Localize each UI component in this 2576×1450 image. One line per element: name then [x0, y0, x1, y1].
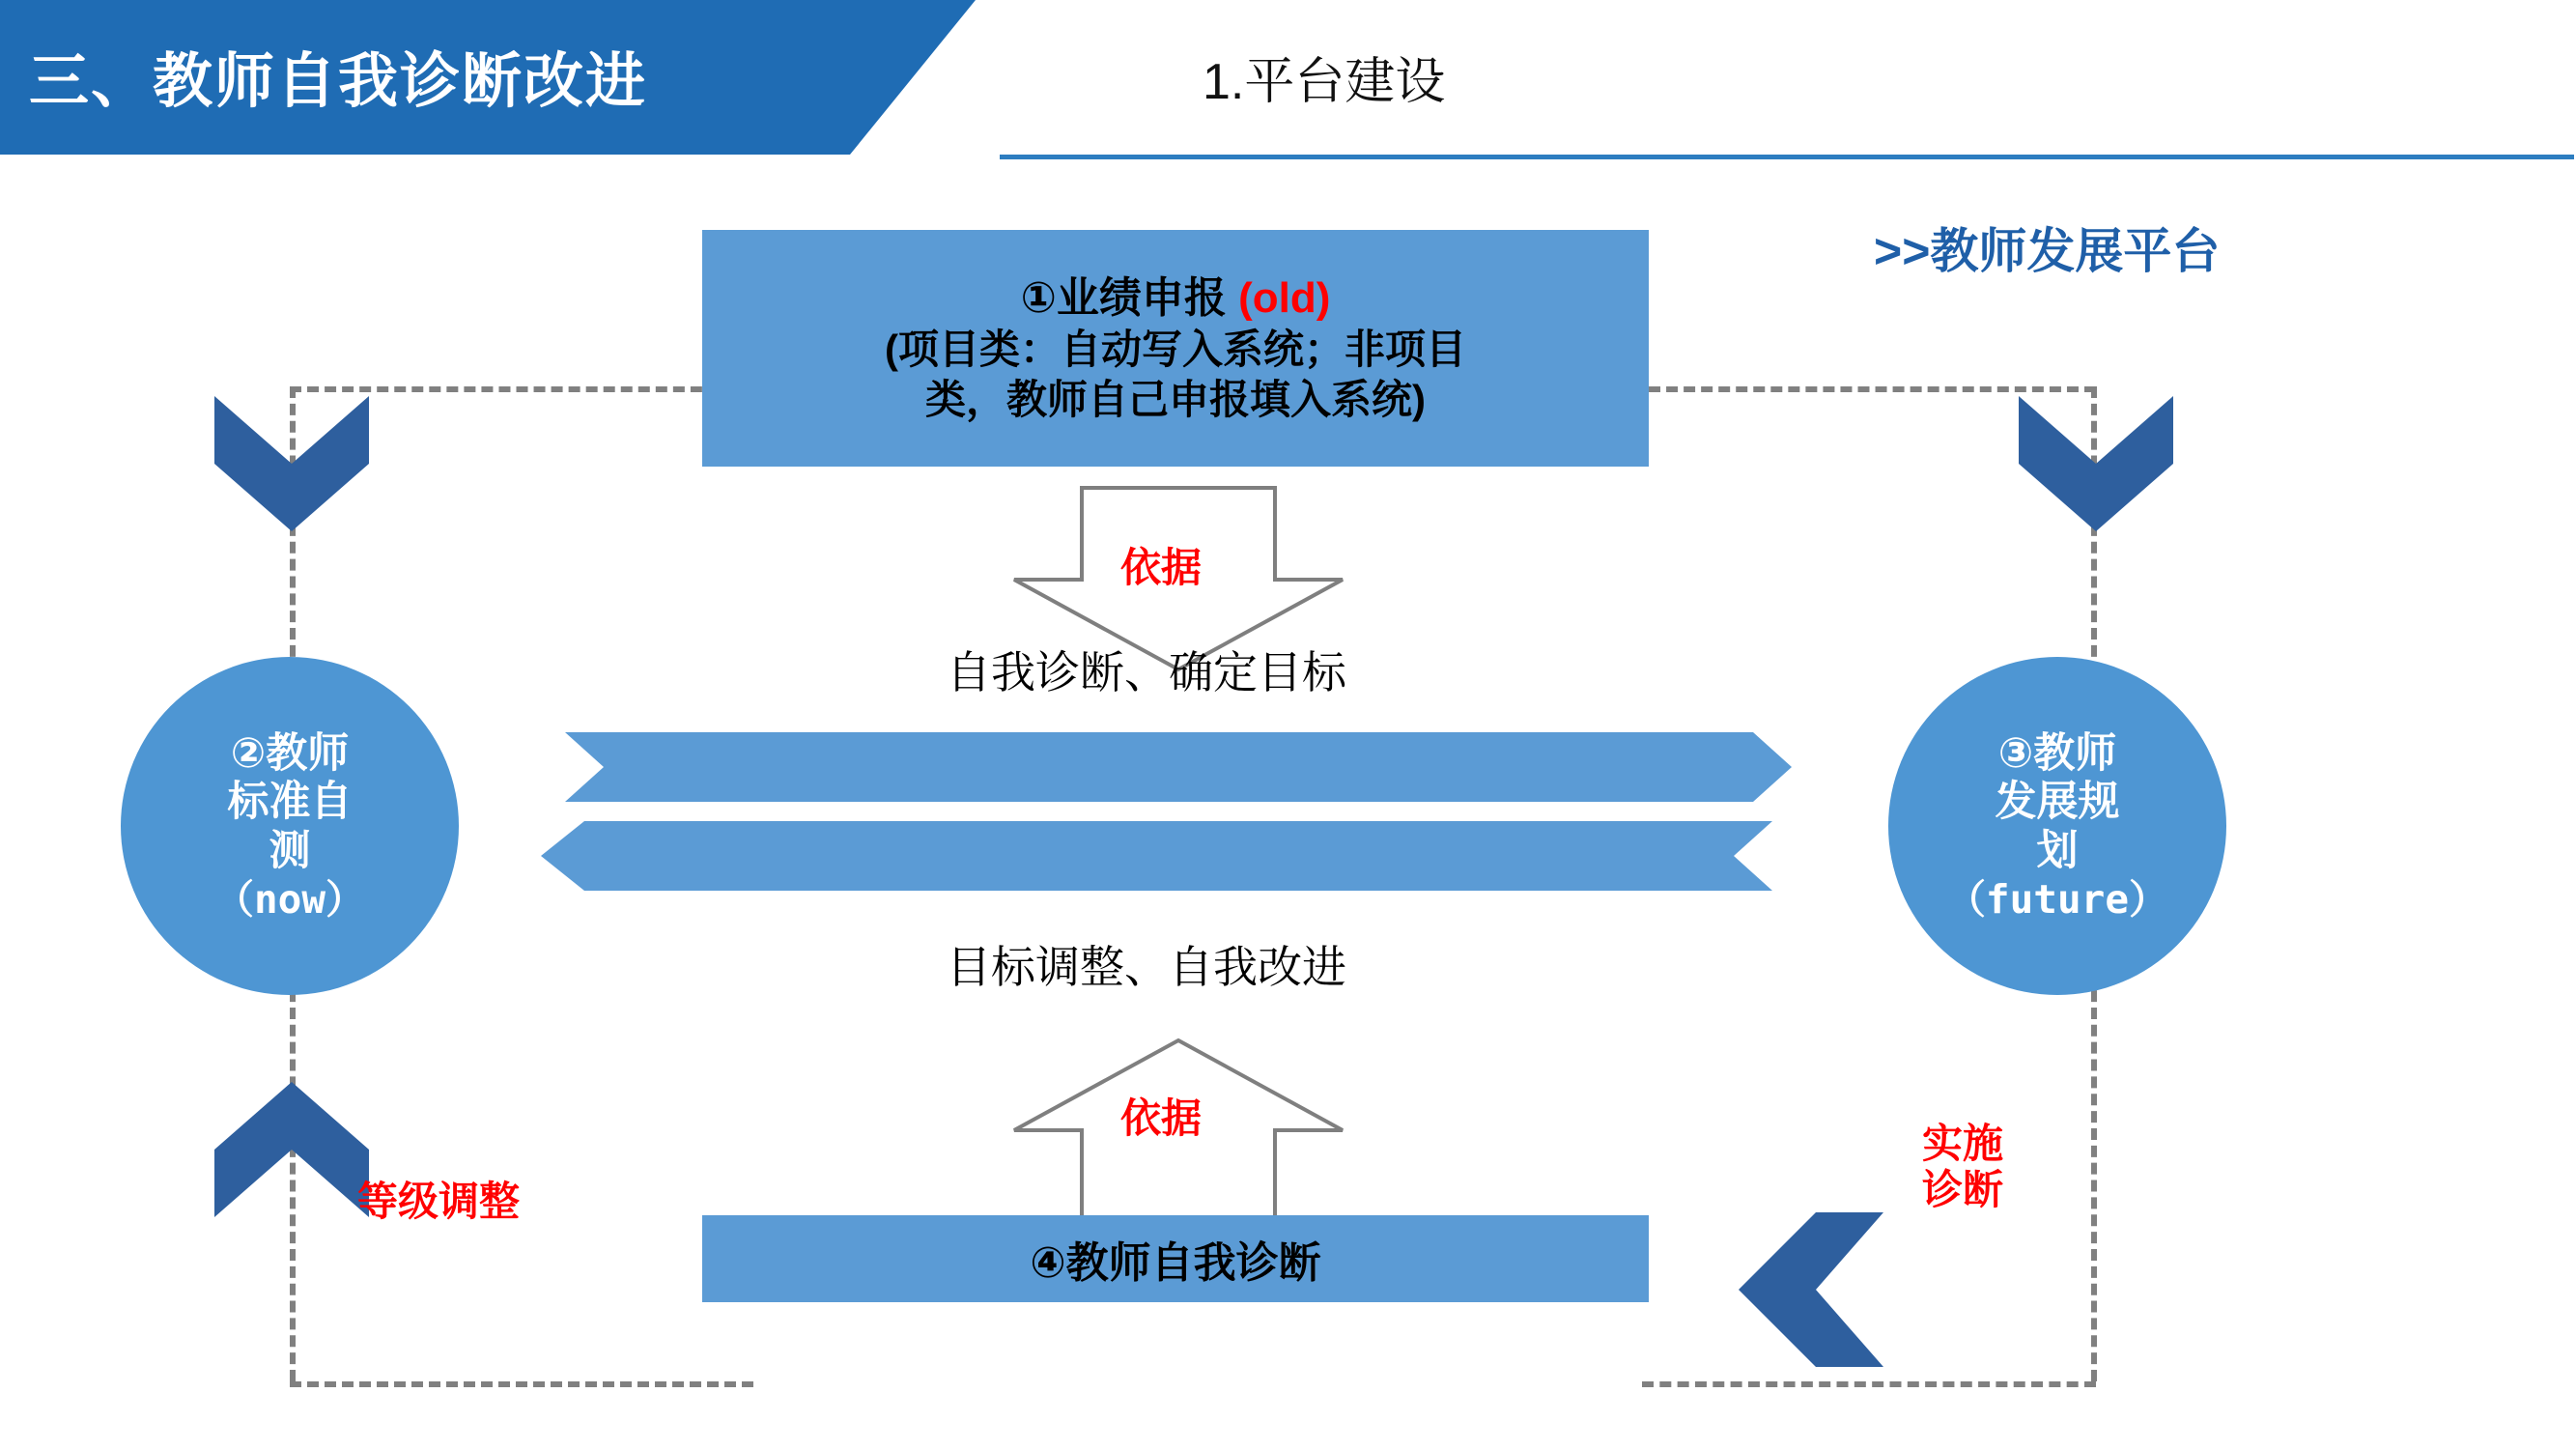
- box1-detail-line1: (项目类：自动写入系统；非项目: [885, 326, 1466, 372]
- label-level-adjustment: 等级调整: [357, 1179, 521, 1224]
- arrow-left-bottom-icon: [1729, 1212, 1883, 1367]
- box1-tag-old: (old): [1238, 273, 1331, 322]
- arrow-down-left-icon: [214, 396, 369, 551]
- arrow-bar-left-icon: [541, 821, 1772, 891]
- page-subtitle: 1.平台建设: [1203, 54, 1446, 110]
- node-teacher-development-plan[interactable]: [1888, 657, 2226, 995]
- mid-label-top: 自我诊断、确定目标: [947, 647, 1346, 697]
- circle-right-line2: 发展规: [1995, 779, 2120, 826]
- dashed-line-bottom-left: [290, 1381, 753, 1387]
- mid-label-bottom: 目标调整、自我改进: [947, 942, 1346, 992]
- circle-left-line4: （now）: [213, 875, 366, 923]
- arrow-up-label: 依据: [1120, 1095, 1203, 1141]
- platform-label: >>教师发展平台: [1874, 224, 2221, 278]
- circle-left-line2: 标准自: [227, 779, 353, 826]
- arrow-bar-right-icon: [565, 732, 1792, 802]
- circle-right-line1: ③教师: [1997, 729, 2117, 777]
- node-teacher-standard-self-test[interactable]: [121, 657, 459, 995]
- arrow-down-right-icon: [2019, 396, 2173, 551]
- diagram-canvas: [0, 155, 2576, 1450]
- circle-right-line4: （future）: [1945, 875, 2169, 923]
- arrow-up-left-icon: [214, 1082, 369, 1237]
- label-implement-diagnosis-line2: 诊断: [1922, 1167, 2004, 1213]
- node-teacher-self-diagnosis[interactable]: ④教师自我诊断: [702, 1215, 1649, 1302]
- label-implement-diagnosis: [1922, 1121, 2003, 1214]
- circle-left-line1: ②教师: [230, 729, 350, 777]
- box1-title: ①业绩申报: [1020, 273, 1227, 322]
- circle-left-line3: 测: [269, 828, 311, 875]
- label-implement-diagnosis-line1: 实施: [1922, 1121, 2004, 1166]
- dashed-line-bottom-right: [1642, 1381, 2096, 1387]
- slide-header: [0, 0, 2576, 155]
- node-performance-declaration[interactable]: [702, 230, 1649, 467]
- page-title: 三、教师自我诊断改进: [29, 48, 648, 115]
- circle-right-line3: 划: [2036, 828, 2079, 875]
- box1-detail-line2: 类，教师自己申报填入系统): [925, 377, 1426, 422]
- arrow-down-label: 依据: [1120, 545, 1203, 590]
